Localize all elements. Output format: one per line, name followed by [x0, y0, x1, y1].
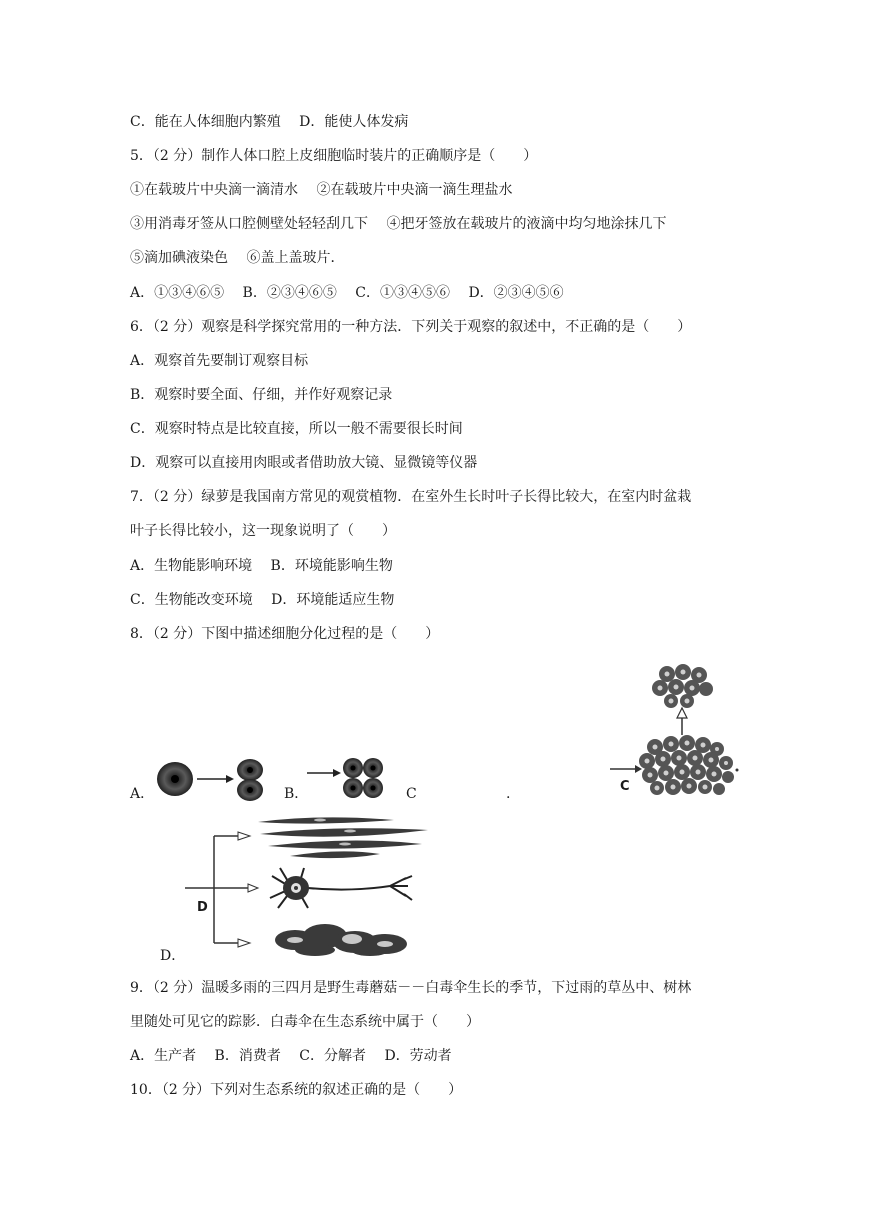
q6-option-a: A．观察首先要制订观察目标 — [130, 353, 309, 369]
q8-stem: 8．（2 分）下图中描述细胞分化过程的是（ ） — [130, 626, 440, 642]
q8-option-c-label: C — [406, 786, 417, 802]
q7-stem-line-1: 7．（2 分）绿萝是我国南方常见的观赏植物．在室外生长时叶子长得比较大，在室内时盆栽 — [130, 489, 692, 505]
q8-option-a-label: A． — [130, 786, 155, 802]
q7-options-ab: A．生物能影响环境 B．环境能影响生物 — [130, 558, 393, 574]
q7-options-cd: C．生物能改变环境 D．环境能适应生物 — [130, 592, 395, 608]
q10-stem: 10．（2 分）下列对生态系统的叙述正确的是（ ） — [130, 1082, 463, 1098]
q5-step-line-3: ⑤滴加碘液染色 ⑥盖上盖玻片． — [130, 250, 345, 266]
q8-option-d-label: D． — [160, 948, 186, 964]
q8-figure-b — [305, 755, 385, 805]
q6-option-b: B．观察时要全面、仔细，并作好观察记录 — [130, 387, 393, 403]
q8-option-c-period: . — [506, 786, 511, 802]
q9-stem-line-2: 里随处可见它的踪影．白毒伞在生态系统中属于（ ） — [130, 1014, 480, 1030]
q8-figure-d — [180, 808, 440, 958]
q8-option-b-label: B． — [284, 786, 309, 802]
q4-options-cd: C．能在人体细胞内繁殖 D．能使人体发病 — [130, 114, 409, 130]
q5-step-line-2: ③用消毒牙签从口腔侧壁处轻轻刮几下 ④把牙签放在载玻片的液滴中均匀地涂抹几下 — [130, 216, 667, 232]
q9-stem-line-1: 9．（2 分）温暖多雨的三四月是野生毒蘑菇－－白毒伞生长的季节，下过雨的草丛中、树林 — [130, 980, 692, 996]
q6-option-d: D．观察可以直接用肉眼或者借助放大镜、显微镜等仪器 — [130, 455, 478, 471]
q5-options: A．①③④⑥⑤ B．②③④⑥⑤ C．①③④⑤⑥ D．②③④⑤⑥ — [130, 285, 564, 301]
q8-figure-d-label: D — [197, 900, 208, 915]
q9-options: A．生产者 B．消费者 C．分解者 D．劳动者 — [130, 1048, 452, 1064]
q6-stem: 6．（2 分）观察是科学探究常用的一种方法．下列关于观察的叙述中，不正确的是（ ） — [130, 319, 692, 335]
q6-option-c: C．观察时特点是比较直接，所以一般不需要很长时间 — [130, 421, 463, 437]
q5-step-line-1: ①在载玻片中央滴一滴清水 ②在载玻片中央滴一滴生理盐水 — [130, 182, 513, 198]
q7-stem-line-2: 叶子长得比较小，这一现象说明了（ ） — [130, 523, 396, 539]
q8-figure-c-label: C — [620, 779, 630, 794]
q5-stem: 5．（2 分）制作人体口腔上皮细胞临时装片的正确顺序是（ ） — [130, 148, 538, 164]
q8-figure-a — [150, 755, 270, 805]
